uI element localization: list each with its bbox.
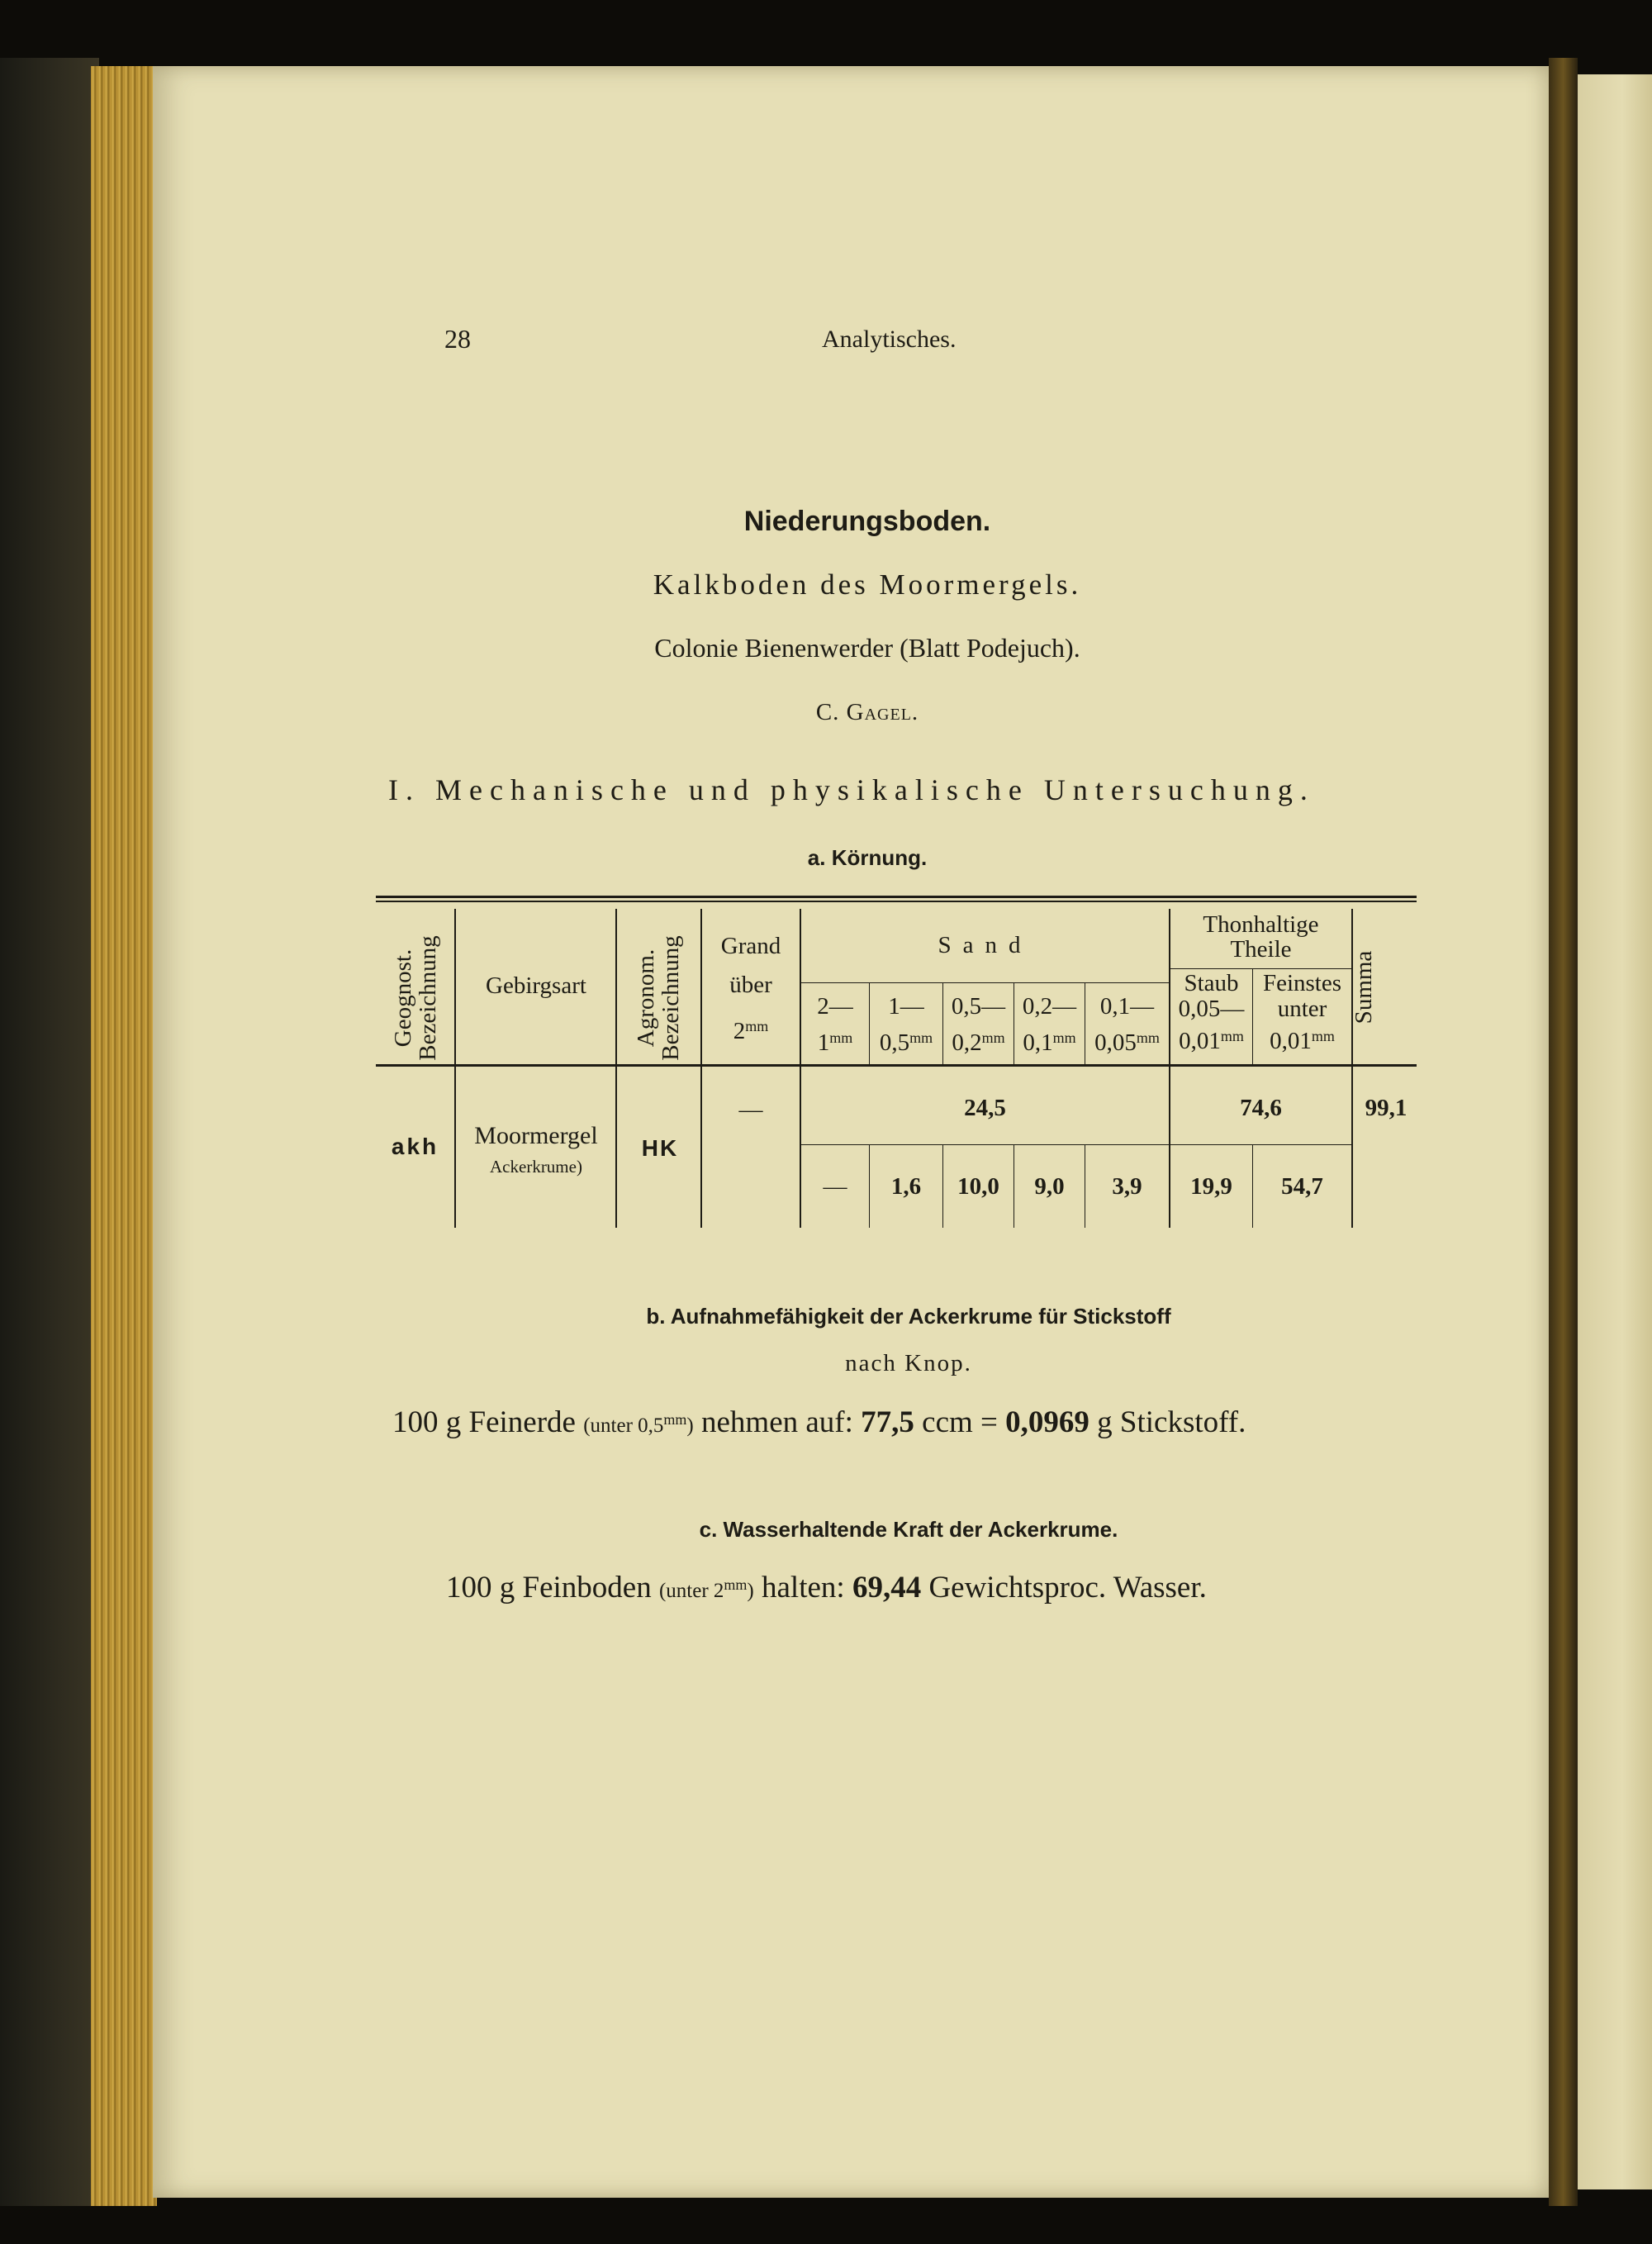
book-cover-edge	[0, 58, 99, 2206]
col-rule-1	[454, 909, 456, 1228]
row-sand-3: 10,0	[957, 1173, 999, 1200]
header-grand-1: Grand	[720, 933, 781, 959]
c-line-mid: halten:	[762, 1571, 845, 1605]
location-line: Colonie Bienenwerder (Blatt Podejuch).	[654, 633, 1080, 663]
feinstes-l3-value: 0,01	[1270, 1028, 1312, 1054]
header-agronom	[634, 915, 683, 1081]
b-line-paren	[583, 1411, 694, 1437]
c-line-paren	[658, 1576, 754, 1602]
sand-col-5-bottom-value: 0,05	[1094, 1029, 1137, 1056]
row-geognost: akh	[391, 1134, 439, 1159]
unit-mm: mm	[981, 1029, 1005, 1046]
c-line-end: Gewichtsproc. Wasser.	[928, 1571, 1207, 1605]
section-one-title: I. Mechanische und physikalische Untersuchung.	[388, 773, 1315, 806]
staub-l2: 0,05—	[1178, 996, 1245, 1022]
sand-col-4-bottom	[1014, 1025, 1085, 1056]
page-stack-edge	[91, 66, 157, 2206]
section-a-title: a. Körnung.	[807, 845, 928, 870]
running-title: Analytisches.	[822, 326, 957, 353]
table-top-rule-inner	[376, 901, 1417, 902]
feinstes-l2: unter	[1277, 996, 1327, 1022]
section-b-subtitle: nach Knop.	[845, 1350, 972, 1376]
row-thon-total: 74,6	[1240, 1095, 1282, 1121]
b-value-g: 0,0969	[1005, 1405, 1089, 1439]
row-sand-2: 1,6	[890, 1173, 922, 1200]
col-rule-2	[615, 909, 617, 1228]
row-sand-4: 9,0	[1034, 1173, 1065, 1200]
row-gebirgsart-2: Ackerkrume)	[490, 1157, 582, 1177]
sand-col-4-bottom-value: 0,1	[1023, 1029, 1053, 1056]
b-line-start: 100 g Feinerde	[392, 1405, 576, 1439]
row-grand: —	[738, 1096, 763, 1123]
sand-col-5-bottom	[1085, 1025, 1169, 1056]
c-line-paren-text: (unter 2	[658, 1580, 724, 1602]
unit-mm: mm	[1136, 1029, 1160, 1046]
table-top-rule	[376, 896, 1417, 898]
sand-col-2-bottom	[870, 1025, 942, 1056]
unit-mm: mm	[745, 1018, 769, 1034]
row-sand-1: —	[823, 1173, 847, 1200]
staub-l3	[1170, 1023, 1252, 1054]
row-sand-total: 24,5	[964, 1095, 1006, 1121]
section-b-title: b. Aufnahmefähigkeit der Ackerkrume für Stickstoff	[646, 1304, 1171, 1329]
sand-col-3-bottom-value: 0,2	[952, 1029, 982, 1056]
unit-mm: mm	[1220, 1028, 1244, 1044]
b-equals: =	[980, 1405, 998, 1439]
header-geognost-text: Geognost. Bezeichnung	[390, 935, 441, 1061]
sand-col-5-top: 0,1—	[1099, 993, 1155, 1020]
row-summa: 99,1	[1365, 1095, 1408, 1121]
sand-col-1-bottom-value: 1	[817, 1029, 830, 1056]
header-agronom-text: Agronom. Bezeichnung	[633, 935, 684, 1061]
sand-col-1-bottom	[801, 1025, 869, 1056]
c-line-paren-close: )	[747, 1580, 754, 1602]
header-grand-3	[702, 1013, 800, 1044]
row-agronom: HK	[641, 1135, 679, 1161]
document-subtitle: Kalkboden des Moormergels.	[653, 568, 1082, 601]
header-bottom-rule	[376, 1064, 1417, 1067]
c-line-start: 100 g Feinboden	[446, 1571, 652, 1605]
unit-mm: mm	[724, 1576, 748, 1593]
section-b-result-line	[392, 1405, 1246, 1440]
row-sand-5: 3,9	[1112, 1173, 1142, 1200]
sand-col-1-top: 2—	[817, 993, 853, 1020]
facing-page-edge	[1578, 74, 1652, 2189]
page-number: 28	[444, 324, 471, 354]
row-split-rule	[800, 1144, 1351, 1145]
sand-col-3-bottom	[943, 1025, 1014, 1056]
unit-mm: mm	[1311, 1028, 1335, 1044]
unit-mm: mm	[1052, 1029, 1076, 1046]
sand-subheader-rule	[800, 982, 1169, 983]
feinstes-l3	[1253, 1023, 1351, 1054]
c-value: 69,44	[852, 1571, 922, 1605]
staub-l3-value: 0,01	[1179, 1028, 1221, 1054]
header-grand-2: über	[729, 972, 772, 998]
book-page	[153, 66, 1549, 2198]
section-c-title: c. Wasserhaltende Kraft der Ackerkrume.	[699, 1517, 1118, 1542]
header-geognost	[391, 915, 440, 1081]
b-ccm-label: ccm	[922, 1405, 973, 1439]
b-line-paren-close: )	[686, 1414, 694, 1437]
header-thonhaltige-2: Theile	[1230, 936, 1292, 963]
sand-col-2-top: 1—	[888, 993, 924, 1020]
header-grand-3-value: 2	[733, 1018, 746, 1044]
unit-mm: mm	[829, 1029, 853, 1046]
sand-col-2-bottom-value: 0,5	[879, 1029, 910, 1056]
staub-l1: Staub	[1184, 970, 1239, 996]
sand-col-4-top: 0,2—	[1022, 993, 1077, 1020]
document-title: Niederungsboden.	[743, 506, 991, 537]
unit-mm: mm	[663, 1411, 687, 1428]
author-line: C. Gagel.	[815, 699, 919, 725]
row-feinstes: 54,7	[1281, 1173, 1323, 1200]
header-gebirgsart: Gebirgsart	[486, 972, 586, 999]
header-summa: Summa	[1351, 950, 1377, 1025]
b-value-ccm: 77,5	[861, 1405, 914, 1439]
b-line-paren-text: (unter 0,5	[583, 1414, 664, 1437]
header-thonhaltige-1: Thonhaltige	[1203, 911, 1319, 938]
unit-mm: mm	[909, 1029, 933, 1046]
b-line-end: g Stickstoff.	[1097, 1405, 1246, 1439]
thon-subheader-rule	[1169, 968, 1352, 969]
b-line-mid: nehmen auf:	[701, 1405, 853, 1439]
header-sand: Sand	[938, 932, 1032, 958]
book-gutter	[1549, 58, 1578, 2206]
sand-col-3-top: 0,5—	[951, 993, 1006, 1020]
row-gebirgsart-1: Moormergel	[474, 1122, 598, 1149]
section-c-result-line	[446, 1570, 1207, 1605]
feinstes-l1: Feinstes	[1262, 970, 1342, 996]
row-staub: 19,9	[1190, 1173, 1232, 1200]
